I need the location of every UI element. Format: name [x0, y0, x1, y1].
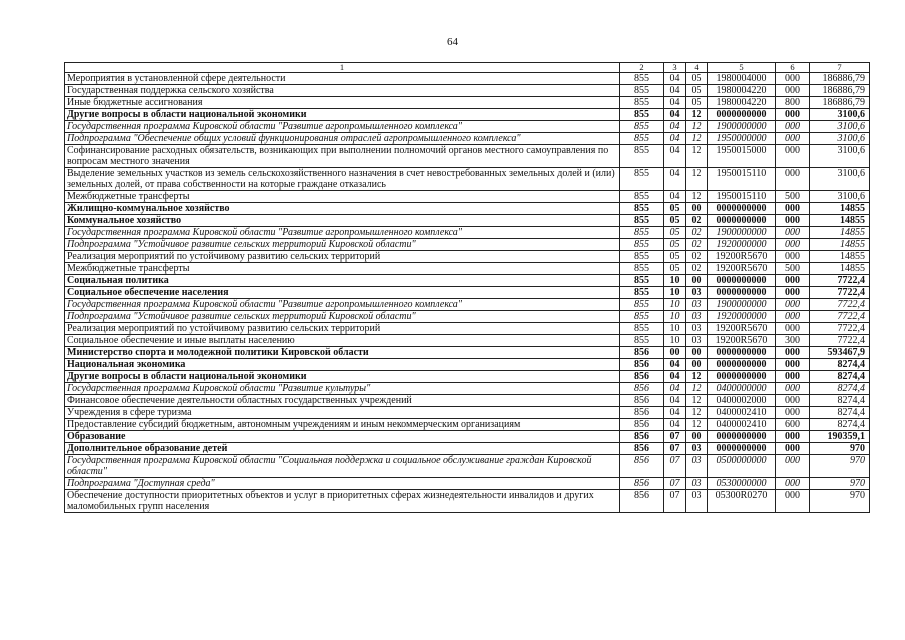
table-row [65, 323, 870, 335]
row-name-cell: Другие вопросы в области национальной экономики [65, 371, 620, 383]
table-row [65, 383, 870, 395]
section-code-cell: 10 [664, 275, 686, 287]
ministry-code-cell: 856 [620, 359, 664, 371]
ministry-code-cell: 855 [620, 323, 664, 335]
ministry-code-cell: 855 [620, 275, 664, 287]
table-row [65, 133, 870, 145]
amount-cell: 8274,4 [810, 359, 870, 371]
amount-cell: 186886,79 [810, 97, 870, 109]
target-article-cell: 1950015000 [708, 145, 776, 168]
ministry-code-cell: 855 [620, 311, 664, 323]
expense-type-cell: 000 [776, 443, 810, 455]
subsection-code-cell: 03 [686, 299, 708, 311]
expense-type-cell: 000 [776, 299, 810, 311]
section-code-cell: 04 [664, 73, 686, 85]
target-article-cell: 1920000000 [708, 311, 776, 323]
amount-cell: 593467,9 [810, 347, 870, 359]
amount-cell: 7722,4 [810, 299, 870, 311]
expense-type-cell: 000 [776, 85, 810, 97]
table-row [65, 419, 870, 431]
target-article-cell: 0400002410 [708, 419, 776, 431]
subsection-code-cell: 03 [686, 323, 708, 335]
target-article-cell: 1900000000 [708, 299, 776, 311]
expense-type-cell: 000 [776, 215, 810, 227]
section-code-cell: 10 [664, 323, 686, 335]
table-row [65, 455, 870, 478]
section-code-cell: 04 [664, 359, 686, 371]
amount-cell: 186886,79 [810, 85, 870, 97]
amount-cell: 8274,4 [810, 419, 870, 431]
section-code-cell: 07 [664, 478, 686, 490]
ministry-code-cell: 856 [620, 443, 664, 455]
section-code-cell: 04 [664, 383, 686, 395]
table-row [65, 478, 870, 490]
section-code-cell: 04 [664, 97, 686, 109]
ministry-code-cell: 855 [620, 203, 664, 215]
column-header: 3 [664, 63, 686, 73]
table-row [65, 299, 870, 311]
row-name-cell: Обеспечение доступности приоритетных объектов и услуг в приоритетных сферах жизнедеятельности инвалидов и других маломобильных групп населения [65, 490, 620, 513]
subsection-code-cell: 12 [686, 383, 708, 395]
amount-cell: 8274,4 [810, 371, 870, 383]
subsection-code-cell: 12 [686, 371, 708, 383]
amount-cell: 14855 [810, 251, 870, 263]
target-article-cell: 1980004220 [708, 85, 776, 97]
amount-cell: 970 [810, 443, 870, 455]
target-article-cell: 0000000000 [708, 203, 776, 215]
expense-type-cell: 000 [776, 323, 810, 335]
row-name-cell: Министерство спорта и молодежной политики Кировской области [65, 347, 620, 359]
expense-type-cell: 000 [776, 287, 810, 299]
row-name-cell: Выделение земельных участков из земель сельскохозяйственного назначения в счет невостребованных земельных долей и (или) земельных долей, от права собственности на которые граждане отказались [65, 168, 620, 191]
row-name-cell: Государственная программа Кировской области "Развитие агропромышленного комплекса" [65, 227, 620, 239]
amount-cell: 7722,4 [810, 311, 870, 323]
subsection-code-cell: 03 [686, 478, 708, 490]
subsection-code-cell: 00 [686, 203, 708, 215]
amount-cell: 3100,6 [810, 121, 870, 133]
ministry-code-cell: 856 [620, 431, 664, 443]
ministry-code-cell: 855 [620, 251, 664, 263]
subsection-code-cell: 12 [686, 191, 708, 203]
table-header-row [65, 63, 870, 73]
section-code-cell: 04 [664, 419, 686, 431]
subsection-code-cell: 00 [686, 275, 708, 287]
target-article-cell: 05300R0270 [708, 490, 776, 513]
ministry-code-cell: 856 [620, 347, 664, 359]
target-article-cell: 0400000000 [708, 383, 776, 395]
ministry-code-cell: 855 [620, 145, 664, 168]
ministry-code-cell: 855 [620, 109, 664, 121]
target-article-cell: 19200R5670 [708, 251, 776, 263]
expense-type-cell: 000 [776, 203, 810, 215]
table-row [65, 239, 870, 251]
section-code-cell: 10 [664, 299, 686, 311]
row-name-cell: Государственная программа Кировской области "Социальная поддержка и социальное обслуживание граждан Кировской области" [65, 455, 620, 478]
target-article-cell: 0000000000 [708, 215, 776, 227]
column-header: 4 [686, 63, 708, 73]
subsection-code-cell: 02 [686, 227, 708, 239]
subsection-code-cell: 12 [686, 109, 708, 121]
subsection-code-cell: 05 [686, 97, 708, 109]
expense-type-cell: 000 [776, 133, 810, 145]
amount-cell: 970 [810, 478, 870, 490]
table-row [65, 251, 870, 263]
table-row [65, 203, 870, 215]
ministry-code-cell: 856 [620, 419, 664, 431]
row-name-cell: Иные бюджетные ассигнования [65, 97, 620, 109]
table-row [65, 191, 870, 203]
amount-cell: 14855 [810, 215, 870, 227]
section-code-cell: 05 [664, 203, 686, 215]
subsection-code-cell: 03 [686, 287, 708, 299]
section-code-cell: 04 [664, 371, 686, 383]
section-code-cell: 05 [664, 227, 686, 239]
subsection-code-cell: 02 [686, 239, 708, 251]
amount-cell: 3100,6 [810, 133, 870, 145]
expense-type-cell: 500 [776, 191, 810, 203]
column-header: 2 [620, 63, 664, 73]
amount-cell: 7722,4 [810, 323, 870, 335]
amount-cell: 3100,6 [810, 145, 870, 168]
section-code-cell: 04 [664, 121, 686, 133]
column-header: 1 [65, 63, 620, 73]
row-name-cell: Подпрограмма "Доступная среда" [65, 478, 620, 490]
target-article-cell: 0000000000 [708, 431, 776, 443]
target-article-cell: 1950015110 [708, 191, 776, 203]
ministry-code-cell: 855 [620, 73, 664, 85]
table-row [65, 359, 870, 371]
table-row [65, 287, 870, 299]
amount-cell: 14855 [810, 227, 870, 239]
subsection-code-cell: 02 [686, 215, 708, 227]
row-name-cell: Государственная программа Кировской области "Развитие агропромышленного комплекса" [65, 121, 620, 133]
target-article-cell: 0400002000 [708, 395, 776, 407]
expense-type-cell: 000 [776, 275, 810, 287]
target-article-cell: 0000000000 [708, 287, 776, 299]
ministry-code-cell: 856 [620, 478, 664, 490]
amount-cell: 14855 [810, 263, 870, 275]
row-name-cell: Коммунальное хозяйство [65, 215, 620, 227]
expense-type-cell: 000 [776, 121, 810, 133]
ministry-code-cell: 855 [620, 227, 664, 239]
expense-type-cell: 000 [776, 478, 810, 490]
subsection-code-cell: 05 [686, 73, 708, 85]
amount-cell: 14855 [810, 239, 870, 251]
row-name-cell: Социальное обеспечение и иные выплаты населению [65, 335, 620, 347]
section-code-cell: 05 [664, 263, 686, 275]
expense-type-cell: 000 [776, 109, 810, 121]
subsection-code-cell: 12 [686, 407, 708, 419]
ministry-code-cell: 855 [620, 215, 664, 227]
subsection-code-cell: 12 [686, 133, 708, 145]
ministry-code-cell: 855 [620, 299, 664, 311]
section-code-cell: 07 [664, 443, 686, 455]
table-row [65, 371, 870, 383]
section-code-cell: 05 [664, 239, 686, 251]
amount-cell: 7722,4 [810, 335, 870, 347]
ministry-code-cell: 856 [620, 395, 664, 407]
section-code-cell: 10 [664, 335, 686, 347]
ministry-code-cell: 855 [620, 85, 664, 97]
section-code-cell: 10 [664, 311, 686, 323]
row-name-cell: Реализация мероприятий по устойчивому развитию сельских территорий [65, 251, 620, 263]
subsection-code-cell: 00 [686, 431, 708, 443]
table-row [65, 395, 870, 407]
subsection-code-cell: 00 [686, 359, 708, 371]
expense-type-cell: 000 [776, 73, 810, 85]
ministry-code-cell: 856 [620, 407, 664, 419]
section-code-cell: 04 [664, 145, 686, 168]
row-name-cell: Подпрограмма "Обеспечение общих условий функционирования отраслей агропромышленного комплекса" [65, 133, 620, 145]
row-name-cell: Государственная поддержка сельского хозяйства [65, 85, 620, 97]
table-row [65, 109, 870, 121]
row-name-cell: Предоставление субсидий бюджетным, автономным учреждениям и иным некоммерческим организациям [65, 419, 620, 431]
amount-cell: 8274,4 [810, 383, 870, 395]
expense-type-cell: 000 [776, 455, 810, 478]
table-body [65, 73, 870, 513]
expense-type-cell: 600 [776, 419, 810, 431]
row-name-cell: Дополнительное образование детей [65, 443, 620, 455]
table-row [65, 431, 870, 443]
subsection-code-cell: 00 [686, 347, 708, 359]
expense-type-cell: 000 [776, 359, 810, 371]
column-header: 6 [776, 63, 810, 73]
amount-cell: 8274,4 [810, 395, 870, 407]
table-row [65, 347, 870, 359]
expense-type-cell: 000 [776, 395, 810, 407]
subsection-code-cell: 03 [686, 311, 708, 323]
table-row [65, 121, 870, 133]
ministry-code-cell: 856 [620, 490, 664, 513]
section-code-cell: 05 [664, 215, 686, 227]
target-article-cell: 19200R5670 [708, 335, 776, 347]
page-number: 64 [447, 36, 458, 48]
target-article-cell: 1900000000 [708, 121, 776, 133]
table-row [65, 227, 870, 239]
row-name-cell: Государственная программа Кировской области "Развитие культуры" [65, 383, 620, 395]
subsection-code-cell: 12 [686, 395, 708, 407]
subsection-code-cell: 12 [686, 121, 708, 133]
table-row [65, 335, 870, 347]
section-code-cell: 00 [664, 347, 686, 359]
target-article-cell: 1980004000 [708, 73, 776, 85]
ministry-code-cell: 855 [620, 191, 664, 203]
amount-cell: 3100,6 [810, 168, 870, 191]
expense-type-cell: 000 [776, 407, 810, 419]
target-article-cell: 0000000000 [708, 443, 776, 455]
subsection-code-cell: 12 [686, 145, 708, 168]
amount-cell: 3100,6 [810, 191, 870, 203]
target-article-cell: 1950000000 [708, 133, 776, 145]
expense-type-cell: 000 [776, 371, 810, 383]
target-article-cell: 0000000000 [708, 371, 776, 383]
expense-type-cell: 000 [776, 311, 810, 323]
section-code-cell: 07 [664, 490, 686, 513]
ministry-code-cell: 856 [620, 371, 664, 383]
target-article-cell: 1950015110 [708, 168, 776, 191]
row-name-cell: Межбюджетные трансферты [65, 263, 620, 275]
expense-type-cell: 000 [776, 251, 810, 263]
subsection-code-cell: 03 [686, 443, 708, 455]
ministry-code-cell: 855 [620, 287, 664, 299]
ministry-code-cell: 855 [620, 335, 664, 347]
amount-cell: 190359,1 [810, 431, 870, 443]
amount-cell: 970 [810, 490, 870, 513]
expense-type-cell: 500 [776, 263, 810, 275]
row-name-cell: Образование [65, 431, 620, 443]
row-name-cell: Социальное обеспечение населения [65, 287, 620, 299]
row-name-cell: Учреждения в сфере туризма [65, 407, 620, 419]
subsection-code-cell: 03 [686, 490, 708, 513]
expense-type-cell: 000 [776, 383, 810, 395]
target-article-cell: 0000000000 [708, 109, 776, 121]
row-name-cell: Подпрограмма "Устойчивое развитие сельских территорий Кировской области" [65, 311, 620, 323]
table-row [65, 443, 870, 455]
table-row [65, 73, 870, 85]
expense-type-cell: 000 [776, 490, 810, 513]
section-code-cell: 04 [664, 407, 686, 419]
row-name-cell: Национальная экономика [65, 359, 620, 371]
table-row [65, 97, 870, 109]
section-code-cell: 04 [664, 168, 686, 191]
subsection-code-cell: 05 [686, 85, 708, 97]
expense-type-cell: 000 [776, 239, 810, 251]
target-article-cell: 1900000000 [708, 227, 776, 239]
table-row [65, 263, 870, 275]
section-code-cell: 07 [664, 431, 686, 443]
row-name-cell: Государственная программа Кировской области "Развитие агропромышленного комплекса" [65, 299, 620, 311]
budget-table [64, 62, 870, 513]
amount-cell: 186886,79 [810, 73, 870, 85]
target-article-cell: 0500000000 [708, 455, 776, 478]
row-name-cell: Социальная политика [65, 275, 620, 287]
subsection-code-cell: 02 [686, 263, 708, 275]
expense-type-cell: 000 [776, 145, 810, 168]
target-article-cell: 19200R5670 [708, 323, 776, 335]
subsection-code-cell: 03 [686, 335, 708, 347]
subsection-code-cell: 02 [686, 251, 708, 263]
section-code-cell: 04 [664, 191, 686, 203]
ministry-code-cell: 855 [620, 263, 664, 275]
target-article-cell: 1920000000 [708, 239, 776, 251]
table-row [65, 145, 870, 168]
target-article-cell: 19200R5670 [708, 263, 776, 275]
amount-cell: 7722,4 [810, 287, 870, 299]
subsection-code-cell: 12 [686, 419, 708, 431]
row-name-cell: Межбюджетные трансферты [65, 191, 620, 203]
row-name-cell: Жилищно-коммунальное хозяйство [65, 203, 620, 215]
target-article-cell: 0000000000 [708, 275, 776, 287]
expense-type-cell: 000 [776, 227, 810, 239]
row-name-cell: Подпрограмма "Устойчивое развитие сельских территорий Кировской области" [65, 239, 620, 251]
ministry-code-cell: 855 [620, 133, 664, 145]
ministry-code-cell: 855 [620, 121, 664, 133]
amount-cell: 7722,4 [810, 275, 870, 287]
target-article-cell: 0000000000 [708, 359, 776, 371]
section-code-cell: 04 [664, 109, 686, 121]
ministry-code-cell: 855 [620, 239, 664, 251]
row-name-cell: Реализация мероприятий по устойчивому развитию сельских территорий [65, 323, 620, 335]
section-code-cell: 04 [664, 85, 686, 97]
section-code-cell: 05 [664, 251, 686, 263]
subsection-code-cell: 12 [686, 168, 708, 191]
section-code-cell: 07 [664, 455, 686, 478]
column-header: 7 [810, 63, 870, 73]
expense-type-cell: 000 [776, 347, 810, 359]
amount-cell: 970 [810, 455, 870, 478]
expense-type-cell: 300 [776, 335, 810, 347]
target-article-cell: 0000000000 [708, 347, 776, 359]
ministry-code-cell: 856 [620, 455, 664, 478]
row-name-cell: Финансовое обеспечение деятельности областных государственных учреждений [65, 395, 620, 407]
table-row [65, 490, 870, 513]
expense-type-cell: 000 [776, 431, 810, 443]
ministry-code-cell: 856 [620, 383, 664, 395]
ministry-code-cell: 855 [620, 168, 664, 191]
section-code-cell: 04 [664, 133, 686, 145]
table-row [65, 407, 870, 419]
section-code-cell: 10 [664, 287, 686, 299]
row-name-cell: Мероприятия в установленной сфере деятельности [65, 73, 620, 85]
row-name-cell: Другие вопросы в области национальной экономики [65, 109, 620, 121]
table-row [65, 275, 870, 287]
section-code-cell: 04 [664, 395, 686, 407]
table-row [65, 311, 870, 323]
column-header: 5 [708, 63, 776, 73]
row-name-cell: Софинансирование расходных обязательств, возникающих при выполнении полномочий органов местного самоуправления по вопросам местного значения [65, 145, 620, 168]
target-article-cell: 0530000000 [708, 478, 776, 490]
table-row [65, 215, 870, 227]
ministry-code-cell: 855 [620, 97, 664, 109]
target-article-cell: 1980004220 [708, 97, 776, 109]
amount-cell: 14855 [810, 203, 870, 215]
target-article-cell: 0400002410 [708, 407, 776, 419]
expense-type-cell: 800 [776, 97, 810, 109]
table-row [65, 168, 870, 191]
amount-cell: 8274,4 [810, 407, 870, 419]
expense-type-cell: 000 [776, 168, 810, 191]
table-row [65, 85, 870, 97]
subsection-code-cell: 03 [686, 455, 708, 478]
amount-cell: 3100,6 [810, 109, 870, 121]
